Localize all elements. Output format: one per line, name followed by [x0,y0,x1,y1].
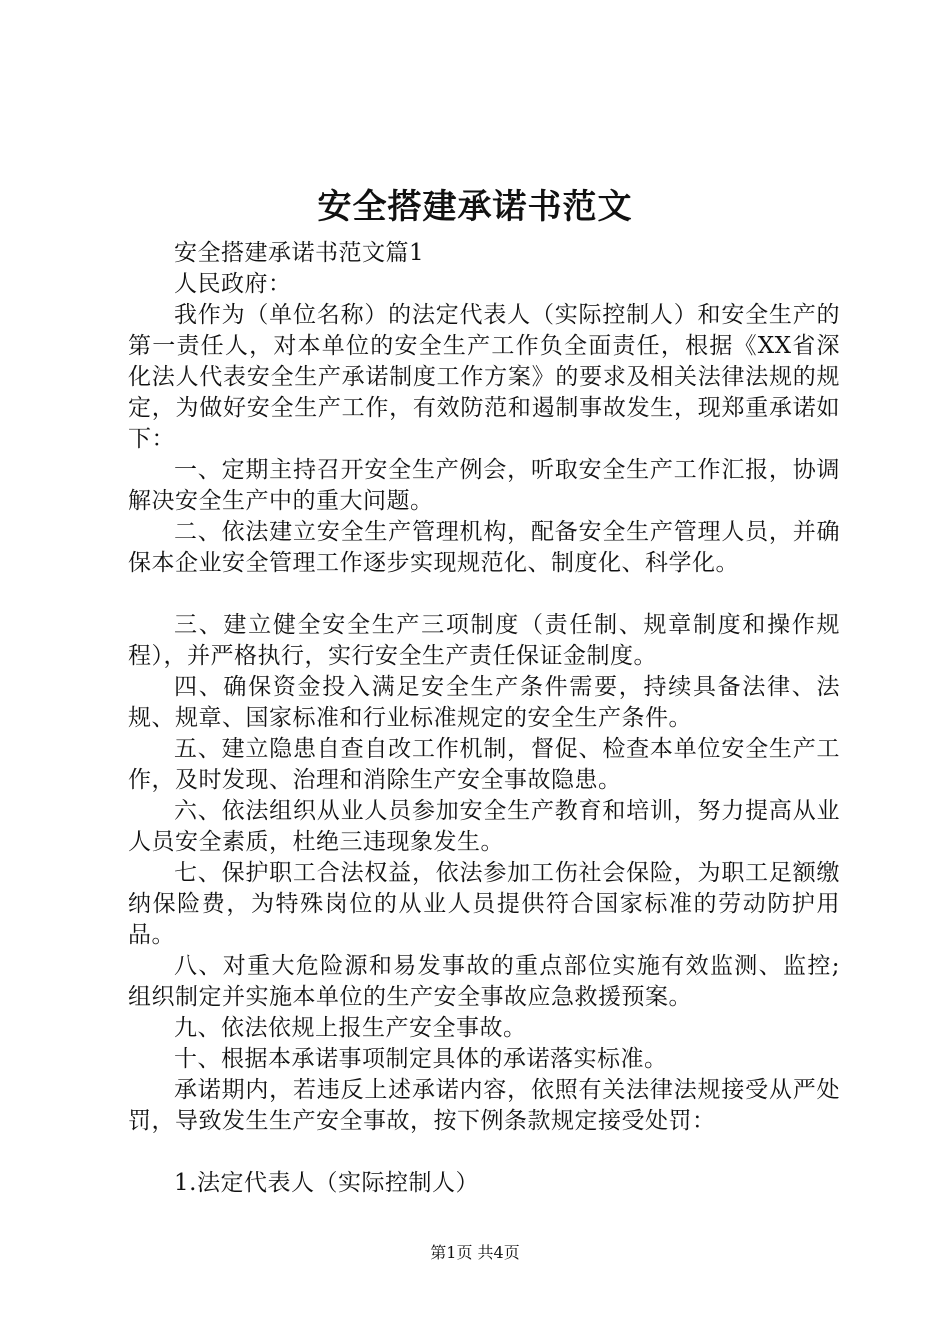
paragraph-subitem-1: 1.法定代表人（实际控制人） [174,1170,479,1196]
paragraph-item-8: 八、对重大危险源和易发事故的重点部位实施有效监测、监控;组织制定并实施本单位的生产安全事故应急救援预案。 [128,953,840,1010]
document-body [128,238,840,1199]
section-heading: 安全搭建承诺书范文篇1 [174,240,425,266]
paragraph-item-4: 四、确保资金投入满足安全生产条件需要，持续具备法律、法规、规章、国家标准和行业标准规定的安全生产条件。 [128,674,840,731]
paragraph-item-9: 九、依法依规上报生产安全事故。 [174,1015,527,1041]
paragraph-item-7: 七、保护职工合法权益，依法参加工伤社会保险，为职工足额缴纳保险费，为特殊岗位的从业人员提供符合国家标准的劳动防护用品。 [128,860,840,948]
paragraph-item-2: 二、依法建立安全生产管理机构，配备安全生产管理人员，并确保本企业安全管理工作逐步实现规范化、制度化、科学化。 [128,519,840,576]
paragraph-intro: 我作为（单位名称）的法定代表人（实际控制人）和安全生产的第一责任人，对本单位的安全生产工作负全面责任，根据《XX省深化法人代表安全生产承诺制度工作方案》的要求及相关法律法规的规定，为做好安全生产工作，有效防范和遏制事故发生，现郑重承诺如下： [128,302,840,452]
addressee: 人民政府： [174,271,292,297]
paragraph-item-5: 五、建立隐患自查自改工作机制，督促、检查本单位安全生产工作，及时发现、治理和消除生产安全事故隐患。 [128,736,840,793]
paragraph-item-3: 三、建立健全安全生产三项制度（责任制、规章制度和操作规程），并严格执行，实行安全生产责任保证金制度。 [128,612,840,669]
document-title: 安全搭建承诺书范文 [317,187,633,227]
paragraph-penalty: 承诺期内，若违反上述承诺内容，依照有关法律法规接受从严处罚，导致发生生产安全事故，按下例条款规定接受处罚： [128,1077,840,1134]
paragraph-item-1: 一、定期主持召开安全生产例会，听取安全生产工作汇报，协调解决安全生产中的重大问题。 [128,457,840,514]
paragraph-item-6: 六、依法组织从业人员参加安全生产教育和培训，努力提高从业人员安全素质，杜绝三违现象发生。 [128,798,840,855]
page-footer: 第1页 共4页 [430,1243,520,1262]
paragraph-item-10: 十、根据本承诺事项制定具体的承诺落实标准。 [174,1046,668,1072]
